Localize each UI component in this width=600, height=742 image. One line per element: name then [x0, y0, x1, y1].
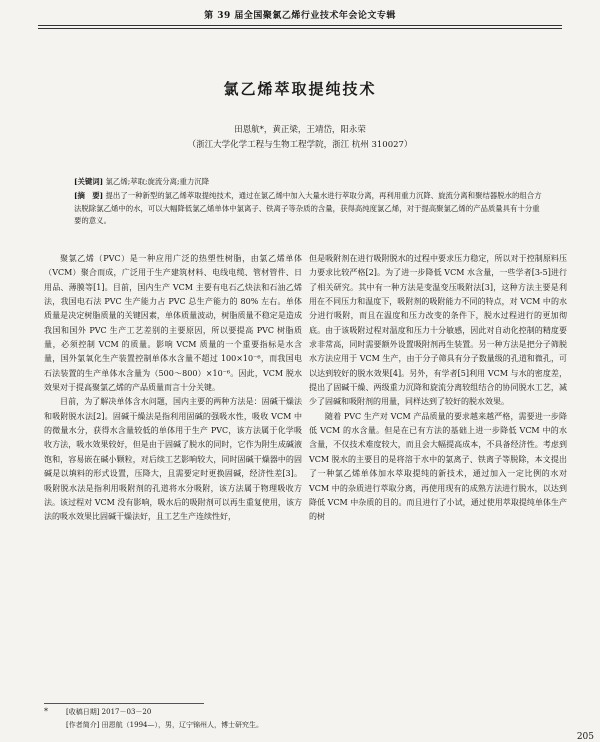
- affiliation: （浙江大学化学工程与生物工程学院，浙江 杭州 310027）: [187, 140, 413, 150]
- keywords-line: [74, 176, 544, 187]
- footnote-mark: *: [44, 707, 48, 716]
- keywords-label: [关键词]: [74, 177, 104, 186]
- footnote-author-bio: [作者简介] 田恩航（1994—），男，辽宁锦州人，博士研究生。: [66, 721, 264, 729]
- paragraph: 随着 PVC 生产对 VCM 产品质量的要求越来越严格，需要进一步降低 VCM 的水含量。但是在已有方法的基础上进一步降低 VCM 中的水含量，不仅技术难度较大，而且会大幅提高成本，不具备经济性。考虑到 VCM 脱水的主要目的是将溶于水中的氯离子、铁离子等脱除，本文提出了一种氯乙烯单体加水萃取提纯的新技术，通过加入一定比例的水对 VCM 中的杂质进行萃取分离，再使用现有的成熟方法进行脱水，以达到降低 VCM 中杂质的目的。而且进行了小试，通过使用萃取提纯单体生产的树: [309, 411, 567, 522]
- running-header: 第 39 届全国聚氯乙烯行业技术年会论文专辑: [204, 11, 396, 21]
- abstract-label: [摘 要]: [74, 191, 104, 200]
- header-rule-top: [38, 25, 562, 26]
- footnote-rule: [44, 703, 204, 704]
- article-title: 氯乙烯萃取提纯技术: [223, 80, 377, 98]
- page-number: 205: [576, 732, 594, 742]
- authors: 田恩航*，黄正梁，王靖岱，阳永荣: [234, 125, 366, 135]
- abstract-text: 提出了一种新型的氯乙烯萃取提纯技术，通过在氯乙烯中加入大量水进行萃取分离，再利用重力沉降、旋流分离和聚结器脱水的组合方法脱除氯乙烯中的水，可以大幅降低氯乙烯单体中氯离子、铁离子等杂质的含量，获得高纯度氯乙烯，对于提高聚氯乙烯的产品质量具有十分重要的意义。: [74, 191, 542, 226]
- abstract-block: [74, 190, 544, 228]
- body-column-left: [44, 252, 302, 525]
- keywords: 氯乙烯;萃取;旋流分离;重力沉降: [105, 177, 210, 186]
- footnote-received: [收稿日期] 2017－03－20: [66, 708, 152, 716]
- paragraph: 聚氯乙烯（PVC）是一种应用广泛的热塑性树脂，由氯乙烯单体（VCM）聚合而成，广泛用于生产建筑材料、电线电缆、管材管件、日用品、薄膜等[1]。目前，国内生产 VCM 主要有电石乙炔法和石油乙烯法，我国电石法 PVC 生产能力占 PVC 总生产能力的 80% 左右。单体质量是决定树脂质量的关键因素，单体质量波动，树脂质量不稳定是造成我国和国外 PVC 生产工艺差别的主要原因，所以要提高 PVC 树脂质量，必须控制 VCM 的质量。影响 VCM 质量的一个重要指标是水含量，国外氯氧化生产装置控制单体水含量不超过 100×10⁻⁶，而我国电石法装置的生产单体水含量为（500～800）×10⁻⁶。因此，VCM 脱水效果对于提高聚氯乙烯的产品质量而言十分关键。: [44, 254, 302, 393]
- paragraph: 但是吸附剂在进行吸附脱水的过程中要求压力稳定，所以对于控制原料压力要求比较严格[2]。为了进一步降低 VCM 水含量，一些学者[3-5]进行了相关研究。其中有一种方法是变温变压吸附法[3]，这种方法主要是利用在不同压力和温度下，吸附剂的吸附能力不同的特点，对 VCM 中的水分进行吸附，而且在温度和压力改变的条件下，脱水过程进行的更加彻底。由于该吸附过程对温度和压力十分敏感，因此对自动化控制的精度要求非常高，同时需要额外设置吸附剂再生装置。另一种方法是把分子筛脱水方法应用于 VCM 生产，由于分子筛具有分子数量级的孔道和微孔，可以达到较好的脱水效果[4]。另外，有学者[5]利用 VCM 与水的密度差，提出了固碱干燥、两级重力沉降和旋流分离较组结合的协同脱水工艺，减少了固碱和吸附剂的用量，同样达到了较好的脱水效果。: [309, 254, 567, 407]
- body-column-right: [309, 252, 567, 525]
- paragraph: 目前，为了解决单体含水问题，国内主要的两种方法是：固碱干燥法和吸附脱水法[2]。固碱干燥法是指利用固碱的强吸水性，吸收 VCM 中的微量水分，获得水含量较低的单体用于生产 PVC，该方法属于化学吸收方法，吸水效果较好，但是由于固碱了脱水的同时，它作为附生成碱液饱和，容易嵌在碱小颗粒，对后续工艺影响较大，同时固碱干燥器中的固碱是以填料的形式设置，压降大，且需要定时更换固碱，经济性差[3]。吸附脱水法是指利用吸附剂的孔道将水分吸附，该方法属于物理吸收方法。该过程对 VCM 没有影响，吸水后的吸附剂可以再生重复使用，该方法的吸水效果比固碱干燥法好，且工艺生产连续性好，: [44, 397, 302, 522]
- header-rule-bottom: [38, 28, 562, 29]
